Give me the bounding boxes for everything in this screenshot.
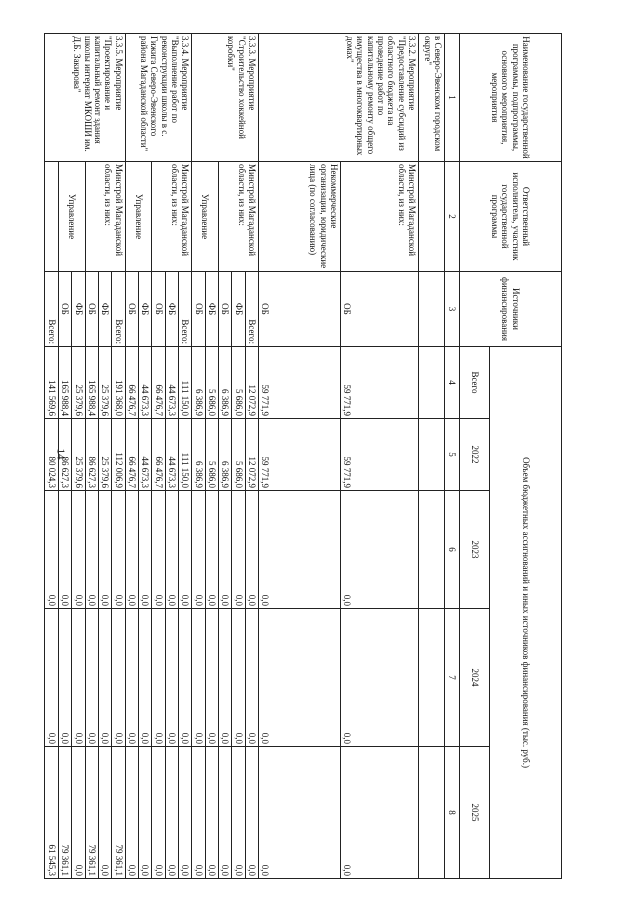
value-2025: 0,0 (341, 747, 419, 879)
value-2022: 80 024,3 (45, 419, 58, 491)
executor-cell: Минстрой Магаданской области, из них: (218, 162, 258, 272)
source-cell: ФБ (72, 272, 85, 347)
source-cell: ОБ (218, 272, 231, 347)
value-2023: 0,0 (138, 491, 151, 609)
header-col-source: Источники финансирования (460, 272, 562, 347)
index-cell: 3 (445, 272, 460, 347)
value-2023: 0,0 (98, 491, 111, 609)
value-2024: 0,0 (152, 609, 165, 747)
value-2022: 59 771,9 (341, 419, 419, 491)
source-cell: ОБ (85, 272, 98, 347)
header-total: Всего (460, 347, 490, 419)
value-2025: 0,0 (205, 747, 218, 879)
value-2024: 0,0 (138, 609, 151, 747)
measure-name: 3.3.5. Мероприятие "Проектирование и капитальный ремонт здания школы интернат МКОШИ им. Д.Б. Закирова" (45, 34, 125, 162)
index-cell: 6 (445, 491, 460, 609)
value-2024: 0,0 (192, 609, 205, 747)
value-2023: 0,0 (259, 491, 341, 609)
table-row (341, 34, 419, 879)
value-2023: 0,0 (72, 491, 85, 609)
index-cell: 7 (445, 609, 460, 747)
value-2025: 79 361,1 (58, 747, 71, 879)
value-2022: 59 771,9 (259, 419, 341, 491)
source-cell: ФБ (232, 272, 245, 347)
source-cell: ФБ (138, 272, 151, 347)
value-total: 25 379,6 (72, 347, 85, 419)
value-2022: 111 150,0 (178, 419, 191, 491)
header-funding-group: Объем бюджетных ассигнований и иных источников финансирования (тыс. руб.) (490, 347, 562, 879)
source-cell: Всего: (112, 272, 125, 347)
value-2025: 61 545,3 (45, 747, 58, 879)
rotated-table-sheet (46, 33, 562, 878)
value-total: 165 988,4 (58, 347, 71, 419)
value-2025: 0,0 (125, 747, 138, 879)
value-2022: 6 386,9 (218, 419, 231, 491)
value-2022: 86 627,3 (85, 419, 98, 491)
header-2024: 2024 (460, 609, 490, 747)
value-2024: 0,0 (341, 609, 419, 747)
value-2022: 12 072,9 (245, 419, 258, 491)
value-2024: 0,0 (259, 609, 341, 747)
source-cell: ОБ (152, 272, 165, 347)
column-index-row (445, 34, 460, 879)
page-number: 14 (54, 448, 67, 460)
value-total: 25 379,6 (98, 347, 111, 419)
value-2024: 0,0 (58, 609, 71, 747)
executor-cell: Минстрой Магаданской области, из них: (341, 162, 419, 272)
executor-cell: Управление (58, 162, 85, 272)
value-2024: 0,0 (218, 609, 231, 747)
value-2025: 79 361,1 (112, 747, 125, 879)
value-total: 141 569,6 (45, 347, 58, 419)
value-total: 66 476,7 (152, 347, 165, 419)
value-total: 66 476,7 (125, 347, 138, 419)
continuation-text: в Северо-Эвенском городском округе" (419, 34, 445, 162)
executor-cell: Некоммерческие организации, юридические лица (по согласованию) (259, 162, 341, 272)
value-2023: 0,0 (218, 491, 231, 609)
source-cell: Всего: (178, 272, 191, 347)
value-2025: 0,0 (165, 747, 178, 879)
header-2023: 2023 (460, 491, 490, 609)
executor-cell: Минстрой Магаданской области, из них: (85, 162, 125, 272)
executor-cell: Управление (125, 162, 152, 272)
value-2025: 0,0 (72, 747, 85, 879)
value-total: 111 150,0 (178, 347, 191, 419)
value-2024: 0,0 (45, 609, 58, 747)
value-2022: 5 686,0 (205, 419, 218, 491)
index-cell: 8 (445, 747, 460, 879)
executor-cell: Управление (192, 162, 219, 272)
table-row (245, 34, 258, 879)
source-cell: Всего: (245, 272, 258, 347)
value-2023: 0,0 (45, 491, 58, 609)
value-total: 6 386,9 (192, 347, 205, 419)
header-2022: 2022 (460, 419, 490, 491)
source-cell: ОБ (58, 272, 71, 347)
value-total: 44 673,3 (165, 347, 178, 419)
source-cell: ФБ (205, 272, 218, 347)
value-2022: 66 476,7 (125, 419, 138, 491)
value-2025: 0,0 (218, 747, 231, 879)
value-total: 5 686,0 (205, 347, 218, 419)
value-2024: 0,0 (165, 609, 178, 747)
source-cell: ОБ (341, 272, 419, 347)
value-2025: 0,0 (245, 747, 258, 879)
value-2022: 6 386,9 (192, 419, 205, 491)
executor-cell: Минстрой Магаданской области, из них: (152, 162, 192, 272)
source-cell: ОБ (259, 272, 341, 347)
funding-table (45, 33, 563, 879)
value-2022: 44 673,3 (165, 419, 178, 491)
value-2025: 0,0 (259, 747, 341, 879)
value-total: 191 368,0 (112, 347, 125, 419)
value-2023: 0,0 (232, 491, 245, 609)
source-cell: Всего: (45, 272, 58, 347)
value-2022: 66 476,7 (152, 419, 165, 491)
value-total: 6 386,9 (218, 347, 231, 419)
source-cell: ФБ (98, 272, 111, 347)
value-2024: 0,0 (205, 609, 218, 747)
value-2024: 0,0 (98, 609, 111, 747)
index-cell: 4 (445, 347, 460, 419)
header-col-executor: Ответственный исполнитель, участник государственной программы (460, 162, 562, 272)
value-2024: 0,0 (232, 609, 245, 747)
value-2024: 0,0 (72, 609, 85, 747)
value-2023: 0,0 (112, 491, 125, 609)
source-cell: ОБ (125, 272, 138, 347)
value-2023: 0,0 (192, 491, 205, 609)
table-row (178, 34, 191, 879)
value-2025: 0,0 (232, 747, 245, 879)
value-2025: 0,0 (178, 747, 191, 879)
source-cell: ОБ (192, 272, 205, 347)
value-2024: 0,0 (112, 609, 125, 747)
value-2024: 0,0 (245, 609, 258, 747)
index-cell: 5 (445, 419, 460, 491)
value-total: 59 771,9 (341, 347, 419, 419)
table-row (112, 34, 125, 879)
value-2022: 5 686,0 (232, 419, 245, 491)
value-total: 5 686,0 (232, 347, 245, 419)
value-2023: 0,0 (178, 491, 191, 609)
value-2025: 0,0 (192, 747, 205, 879)
value-total: 165 988,4 (85, 347, 98, 419)
value-2022: 112 006,9 (112, 419, 125, 491)
value-2023: 0,0 (152, 491, 165, 609)
header-2025: 2025 (460, 747, 490, 879)
value-2025: 79 361,1 (85, 747, 98, 879)
index-cell: 2 (445, 162, 460, 272)
value-2024: 0,0 (85, 609, 98, 747)
measure-name: 3.3.4. Мероприятие "Выполнение работ по реконструкции школы в с. Гижига Северо-Эвенского района Магаданской области" (125, 34, 192, 162)
value-total: 12 072,9 (245, 347, 258, 419)
value-2024: 0,0 (125, 609, 138, 747)
index-cell: 1 (445, 34, 460, 162)
value-2025: 0,0 (138, 747, 151, 879)
source-cell: ФБ (165, 272, 178, 347)
value-2025: 0,0 (98, 747, 111, 879)
value-2022: 44 673,3 (138, 419, 151, 491)
value-2023: 0,0 (205, 491, 218, 609)
value-2023: 0,0 (245, 491, 258, 609)
value-2023: 0,0 (58, 491, 71, 609)
measure-name: 3.3.3. Мероприятие "Строительство хоккейной коробки" (192, 34, 259, 162)
table-row (419, 34, 445, 879)
value-2023: 0,0 (165, 491, 178, 609)
value-2022: 25 379,6 (72, 419, 85, 491)
value-total: 59 771,9 (259, 347, 341, 419)
value-2022: 25 379,6 (98, 419, 111, 491)
value-2023: 0,0 (125, 491, 138, 609)
value-2022: 86 627,3 (58, 419, 71, 491)
measure-name: 3.3.2. Мероприятие "Предоставление субсидий из областного бюджета на проведение работ по капитальному ремонту общего имущества в многоквартирных домах" (259, 34, 419, 162)
header-col-name: Наименование государственной программы, подпрограммы, основного мероприятия, мероприятия (460, 34, 562, 162)
value-2024: 0,0 (178, 609, 191, 747)
value-2023: 0,0 (85, 491, 98, 609)
value-2025: 0,0 (152, 747, 165, 879)
value-total: 44 673,3 (138, 347, 151, 419)
value-2023: 0,0 (341, 491, 419, 609)
